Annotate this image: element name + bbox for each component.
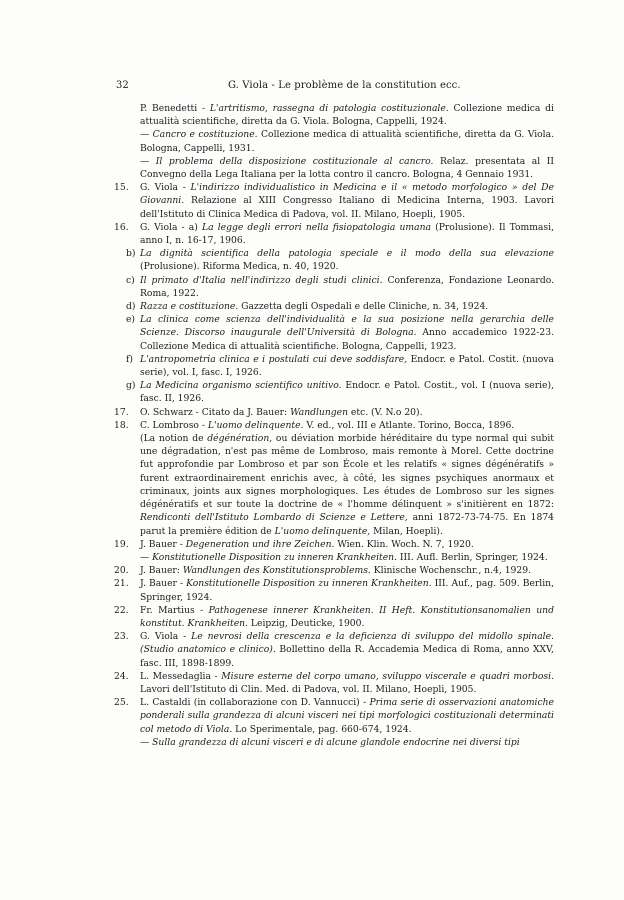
reference-entry-continuation: — Sulla grandezza di alcuni visceri e di alcune glandole endocrine nei diversi tipi	[140, 736, 520, 748]
reference-entry: 24. L. Messedaglia - Misure esterne del corpo umano, sviluppo viscerale e quadri morbosi. Lavori dell'Istituto di Clin. Med. di Padova, vol. II. Milano, Hoepli, 1905.	[114, 670, 554, 695]
page-number: 32	[116, 80, 129, 91]
reference-subentry: b) La dignità scientifica della patologia speciale e il modo della sua elevazione (Prolusione). Riforma Medica, n. 40, 1920.	[126, 248, 554, 273]
reference-number: 20.	[114, 565, 129, 577]
reference-entry: 23. G. Viola - Le nevrosi della crescenza e la deficienza di sviluppo del midollo spinale. (Studio anatomico e clinico). Bollettino della R. Accademia Medica di Roma, anno XXV, fasc. III, 1898-1899.	[114, 631, 554, 669]
reference-list	[114, 102, 554, 749]
reference-number: 15.	[114, 182, 129, 194]
reference-entry: 15. G. Viola - L'indirizzo individualistico in Medicina e il « metodo morfologico » del De Giovanni. Relazione al XIII Congresso Italiano di Medicina Interna, 1903. Lavori dell'Istituto di Clinica Medica di Padova, vol. II. Milano, Hoepli, 1905.	[114, 182, 554, 220]
reference-note: (La notion de dégénération, ou déviation morbide héréditaire du type normal qui subit une dégradation, n'est pas même de Lombroso, mais remonte à Morel. Cette doctrine fut approfondie par Lombroso et par son École et les relatifs « signes dégénératifs » furent extraordinairement enrichis avec, à côté, les signes psychiques anormaux et criminaux, joints aux signes morphologiques. Les études de Lombroso sur les signes dégénératifs et sur toute la doctrine de « l'homme délinquent » s'initièrent en 1872: Rendiconti dell'Istituto Lombardo di Scienze e Lettere, anni 1872-73-74-75. En 1874 parut la première édition de L'uomo delinquente, Milan, Hoepli).	[140, 433, 555, 537]
reference-entry-continuation: — Konstitutionelle Disposition zu inneren Krankheiten. III. Aufl. Berlin, Springer, 1924.	[140, 551, 548, 563]
reference-subentry: g) La Medicina organismo scientifico unitivo. Endocr. e Patol. Costit., vol. I (nuova serie), fasc. II, 1926.	[126, 380, 554, 405]
reference-number: 25.	[114, 697, 129, 709]
reference-entry: 22. Fr. Martius - Pathogenese innerer Krankheiten. II Heft. Konstitutionsanomalien und konstitut. Krankheiten. Leipzig, Deuticke, 1900.	[114, 604, 554, 629]
reference-entry: 16. G. Viola - a) La legge degli errori nella fisiopatologia umana (Prolusione). Il Tommasi, anno I, n. 16-17, 1906.	[114, 221, 554, 247]
reference-number: 23.	[114, 631, 129, 643]
reference-subentry: c) Il primato d'Italia nell'indirizzo degli studi clinici. Conferenza, Fondazione Leonardo. Roma, 1922.	[126, 274, 555, 299]
reference-entry: 17. O. Schwarz - Citato da J. Bauer: Wandlungen etc. (V. N.o 20).	[114, 406, 423, 418]
reference-number: 17.	[114, 406, 129, 418]
reference-entry-continuation: — Il problema della disposizione costituzionale al cancro. Relaz. presentata al II Convegno della Lega Italiana per la lotta contro il cancro. Bologna, 4 Gennaio 1931.	[140, 155, 555, 181]
reference-number: 18.	[114, 419, 129, 431]
reference-entry: 19. J. Bauer - Degeneration und ihre Zeichen. Wien. Klin. Woch. N. 7, 1920.	[114, 538, 474, 550]
reference-number: 24.	[114, 670, 129, 682]
reference-subentry: f) L'antropometria clinica e i postulati cui deve soddisfare, Endocr. e Patol. Costit. (nuova serie), vol. I, fasc. I, 1926.	[126, 353, 554, 379]
running-head: G. Viola - Le problème de la constitution ecc.	[228, 80, 461, 91]
reference-number: 22.	[114, 604, 129, 616]
reference-entry: 21. J. Bauer - Konstitutionelle Disposition zu inneren Krankheiten. III. Auf., pag. 509. Berlin, Springer, 1924.	[114, 578, 554, 603]
reference-number: 21.	[114, 578, 129, 590]
reference-entry: 18. C. Lombroso - L'uomo delinquente. V. ed., vol. III e Atlante. Torino, Bocca, 1896.	[114, 419, 515, 431]
reference-number: 16.	[114, 221, 129, 233]
reference-entry: 20. J. Bauer: Wandlungen des Konstitutionsproblems. Klinische Wochenschr., n.4, 1929.	[114, 565, 532, 577]
reference-entry: P. Benedetti - L'artritismo, rassegna di patologia costituzionale. Collezione medica di attualità scientifiche, diretta da G. Viola. Bologna, Cappelli, 1924.	[140, 103, 554, 128]
reference-entry: 25. L. Castaldi (in collaborazione con D. Vannucci) - Prima serie di osservazioni anatomiche ponderali sulla grandezza di alcuni visceri nei tipi morfologici costituzionali determinati col metodo di Viola. Lo Sperimentale, pag. 660-674, 1924.	[114, 697, 554, 735]
reference-number: 19.	[114, 538, 129, 550]
reference-subentry: e) La clinica come scienza dell'individualità e la sua posizione nella gerarchia delle Scienze. Discorso inaugurale dell'Università di Bologna. Anno accademico 1922-23. Collezione Medica di attualità scientifiche. Bologna, Cappelli, 1923.	[126, 314, 554, 352]
reference-subentry: d) Razza e costituzione. Gazzetta degli Ospedali e delle Cliniche, n. 34, 1924.	[126, 301, 489, 313]
reference-entry-continuation: — Cancro e costituzione. Collezione medica di attualità scientifiche, diretta da G. Viola. Bologna, Cappelli, 1931.	[140, 129, 554, 154]
